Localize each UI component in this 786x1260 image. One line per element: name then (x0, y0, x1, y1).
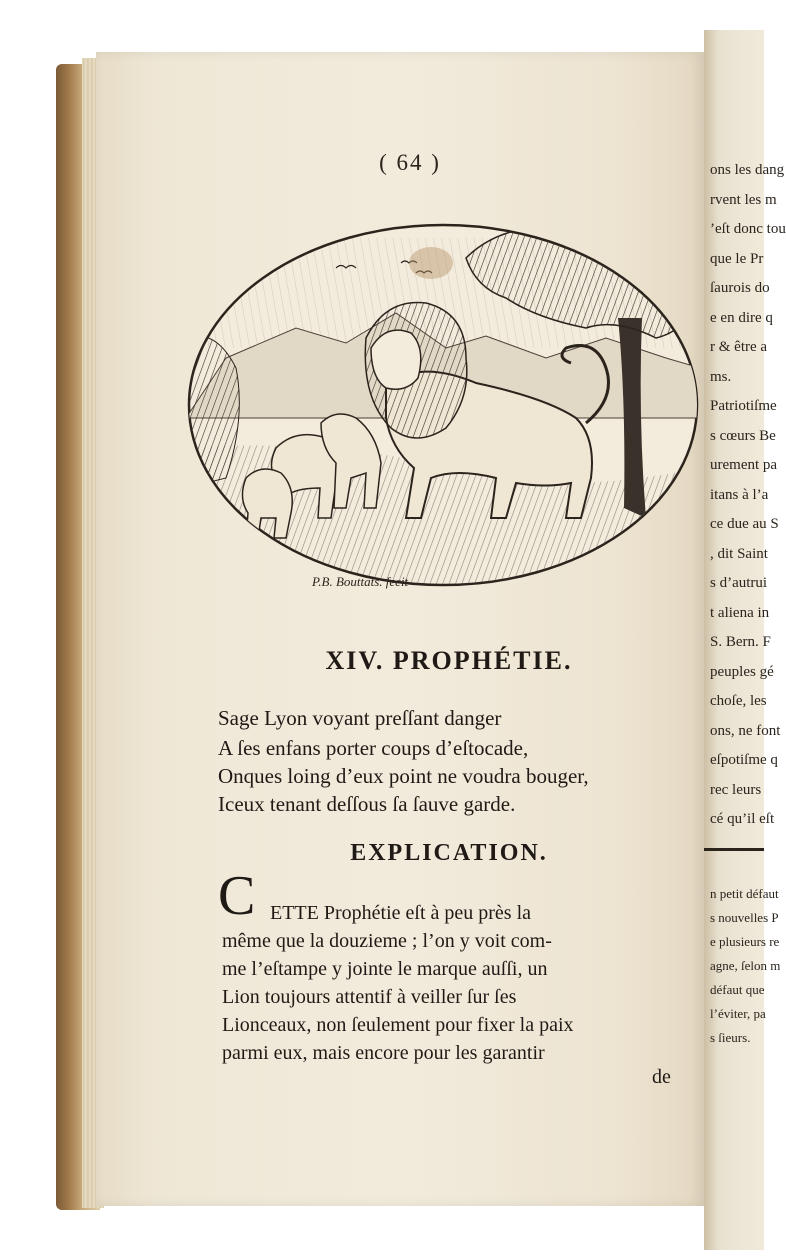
verse-line: Sage Lyon voyant preſſant danger (218, 706, 502, 730)
explication-line: même que la douzieme ; l’on y voit com- (222, 930, 552, 952)
right-page-footnote-fragment: s ſieurs. (710, 1030, 751, 1045)
right-page-footnote-fragment: n petit défaut (710, 886, 779, 901)
verse-line: Iceux tenant deſſous ſa ſauve garde. (218, 792, 516, 816)
right-page-text-fragment: s d’autrui (710, 575, 768, 591)
right-page-text-fragment: ms. (710, 368, 732, 385)
right-page-text-fragment: ons les dang (710, 162, 785, 178)
right-page-text-fragment: e en dire q (710, 309, 773, 326)
right-page-fragment (704, 30, 786, 1250)
right-page-text-fragment: ce due au S (710, 516, 779, 532)
right-page-text-fragment: , dit Saint (710, 545, 768, 562)
right-page-text-fragment: que le Pr (710, 250, 764, 267)
explication-line: me l’eſtampe y jointe le marque auſſi, un (222, 958, 548, 980)
right-page-text-fragment: ’eſt donc tou (710, 221, 786, 237)
right-page-footnote-fragment: l’éviter, pa (710, 1006, 766, 1021)
right-page-text-fragment: rec leurs (710, 781, 762, 798)
verse-line: Onques loing d’eux point ne voudra bouger, (218, 764, 589, 788)
right-page-text-fragment: cé qu’il eſt (710, 811, 775, 827)
right-page-text-fragment: ons, ne font (710, 722, 781, 739)
verse-line: A ſes enfans porter coups d’eſtocade, (218, 736, 529, 760)
explication-line: parmi eux, mais encore pour les garantir (222, 1042, 545, 1064)
prophecy-heading: XIV. PROPHÉTIE. (325, 646, 573, 675)
explication-line: Lionceaux, non ſeulement pour fixer la paix (222, 1014, 574, 1036)
right-page-text-fragment: rvent les m (710, 191, 777, 208)
right-page-text-fragment: S. Bern. F (710, 634, 771, 650)
right-page-text-fragment: t aliena in (710, 604, 770, 621)
drop-cap: C (218, 865, 256, 927)
explication-line: Lion toujours attentif à veiller ſur ſes (222, 986, 517, 1008)
right-page-text-fragment: choſe, les (710, 693, 767, 709)
explication-line: ETTE Prophétie eſt à peu près la (270, 902, 532, 924)
footnote-rule (704, 848, 764, 851)
right-page-text-fragment: ſaurois do (710, 280, 770, 296)
page-number: ( 64 ) (379, 150, 441, 175)
catchword: de (652, 1066, 671, 1088)
right-page-text-fragment: Patriotiſme (710, 398, 777, 414)
right-page-text-fragment: itans à l’a (710, 486, 769, 503)
right-page-footnote-fragment: e plusieurs re (710, 934, 780, 949)
right-page-footnote-fragment: s nouvelles P (710, 910, 779, 925)
right-page-footnote-fragment: défaut que (710, 982, 765, 997)
explication-heading: EXPLICATION. (350, 840, 548, 866)
right-page-text-fragment: s cœurs Be (710, 427, 776, 444)
right-page-text-fragment: eſpotiſme q (710, 752, 778, 768)
lion-engraving (186, 218, 700, 602)
right-page-text-fragment: peuples gé (710, 663, 774, 680)
right-page-footnote-fragment: agne, ſelon m (710, 958, 781, 973)
right-page-text-fragment: urement pa (710, 457, 778, 473)
right-page-text-fragment: r & être a (710, 339, 768, 355)
engraver-signature: P.B. Bouttats. fecit (312, 574, 409, 589)
